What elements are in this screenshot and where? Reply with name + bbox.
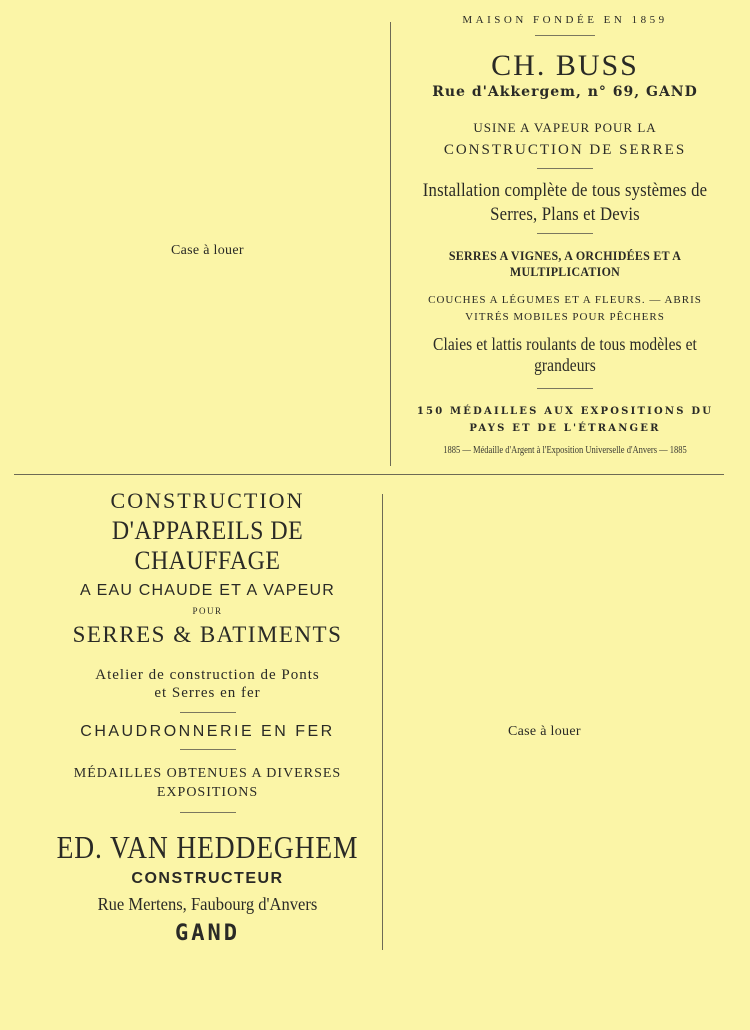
heddeghem-medailles-line-2: EXPOSITIONS xyxy=(156,785,259,800)
buss-usine: USINE A VAPEUR POUR LA xyxy=(473,120,657,135)
bottom-right-case-label: Case à louer xyxy=(508,724,581,739)
buss-rule-3 xyxy=(537,233,593,234)
buss-medailles xyxy=(392,403,738,437)
heddeghem-atelier xyxy=(30,666,385,702)
buss-advertisement xyxy=(392,14,738,456)
heddeghem-serres: SERRES & BATIMENTS xyxy=(72,622,343,647)
buss-construction: CONSTRUCTION DE SERRES xyxy=(443,142,687,158)
heddeghem-medailles-line-1: MÉDAILLES OBTENUES A DIVERSES xyxy=(73,766,342,781)
buss-rule-4 xyxy=(537,388,593,389)
buss-year-line: 1885 — Médaille d'Argent à l'Exposition Universelle d'Anvers — 1885 xyxy=(443,445,687,456)
heddeghem-atelier-line-2: et Serres en fer xyxy=(154,685,261,701)
buss-name: CH. BUSS xyxy=(491,49,639,82)
heddeghem-chaudronnerie: CHAUDRONNERIE EN FER xyxy=(80,723,335,740)
top-left-case-label: Case à louer xyxy=(171,243,244,258)
heddeghem-eau: A EAU CHAUDE ET A VAPEUR xyxy=(80,582,335,599)
heddeghem-appareils: D'APPAREILS DE CHAUFFAGE xyxy=(111,516,304,575)
heddeghem-address: Rue Mertens, Faubourg d'Anvers xyxy=(97,894,318,914)
heddeghem-constructeur: CONSTRUCTEUR xyxy=(131,870,284,887)
heddeghem-pour: POUR xyxy=(192,606,223,616)
heddeghem-city: GAND xyxy=(175,921,240,946)
buss-installation xyxy=(413,179,717,227)
heddeghem-advertisement xyxy=(30,488,385,946)
buss-couches xyxy=(392,292,738,326)
buss-address: Rue d'Akkergem, n° 69, GAND xyxy=(432,84,698,100)
heddeghem-construction: CONSTRUCTION xyxy=(110,488,305,513)
vertical-divider-top xyxy=(390,22,391,466)
heddeghem-rule-2 xyxy=(180,749,236,750)
buss-couches-line-1: COUCHES A LÉGUMES ET A FLEURS. — ABRIS xyxy=(428,294,702,306)
heddeghem-rule-1 xyxy=(180,712,236,713)
heddeghem-medailles xyxy=(30,764,385,802)
horizontal-divider xyxy=(14,474,724,475)
buss-medailles-line-1: 150 MÉDAILLES AUX EXPOSITIONS DU xyxy=(416,406,714,417)
buss-rule-1 xyxy=(535,35,595,36)
heddeghem-name: ED. VAN HEDDEGHEM xyxy=(56,829,359,865)
buss-installation-line-1: Installation complète de tous systèmes de xyxy=(422,180,708,201)
heddeghem-rule-3 xyxy=(180,812,236,813)
buss-medailles-line-2: PAYS ET DE L'ÉTRANGER xyxy=(469,423,661,434)
buss-claies: Claies et lattis roulants de tous modèles et grandeurs xyxy=(433,334,697,375)
buss-founded: MAISON FONDÉE EN 1859 xyxy=(462,14,668,26)
heddeghem-atelier-line-1: Atelier de construction de Ponts xyxy=(95,667,320,683)
buss-installation-line-2: Serres, Plans et Devis xyxy=(490,204,640,225)
buss-couches-line-2: VITRÉS MOBILES POUR PÊCHERS xyxy=(465,311,665,323)
buss-vignes: SERRES A VIGNES, A ORCHIDÉES ET A MULTIPLICATION xyxy=(448,248,682,279)
buss-rule-2 xyxy=(537,168,593,169)
